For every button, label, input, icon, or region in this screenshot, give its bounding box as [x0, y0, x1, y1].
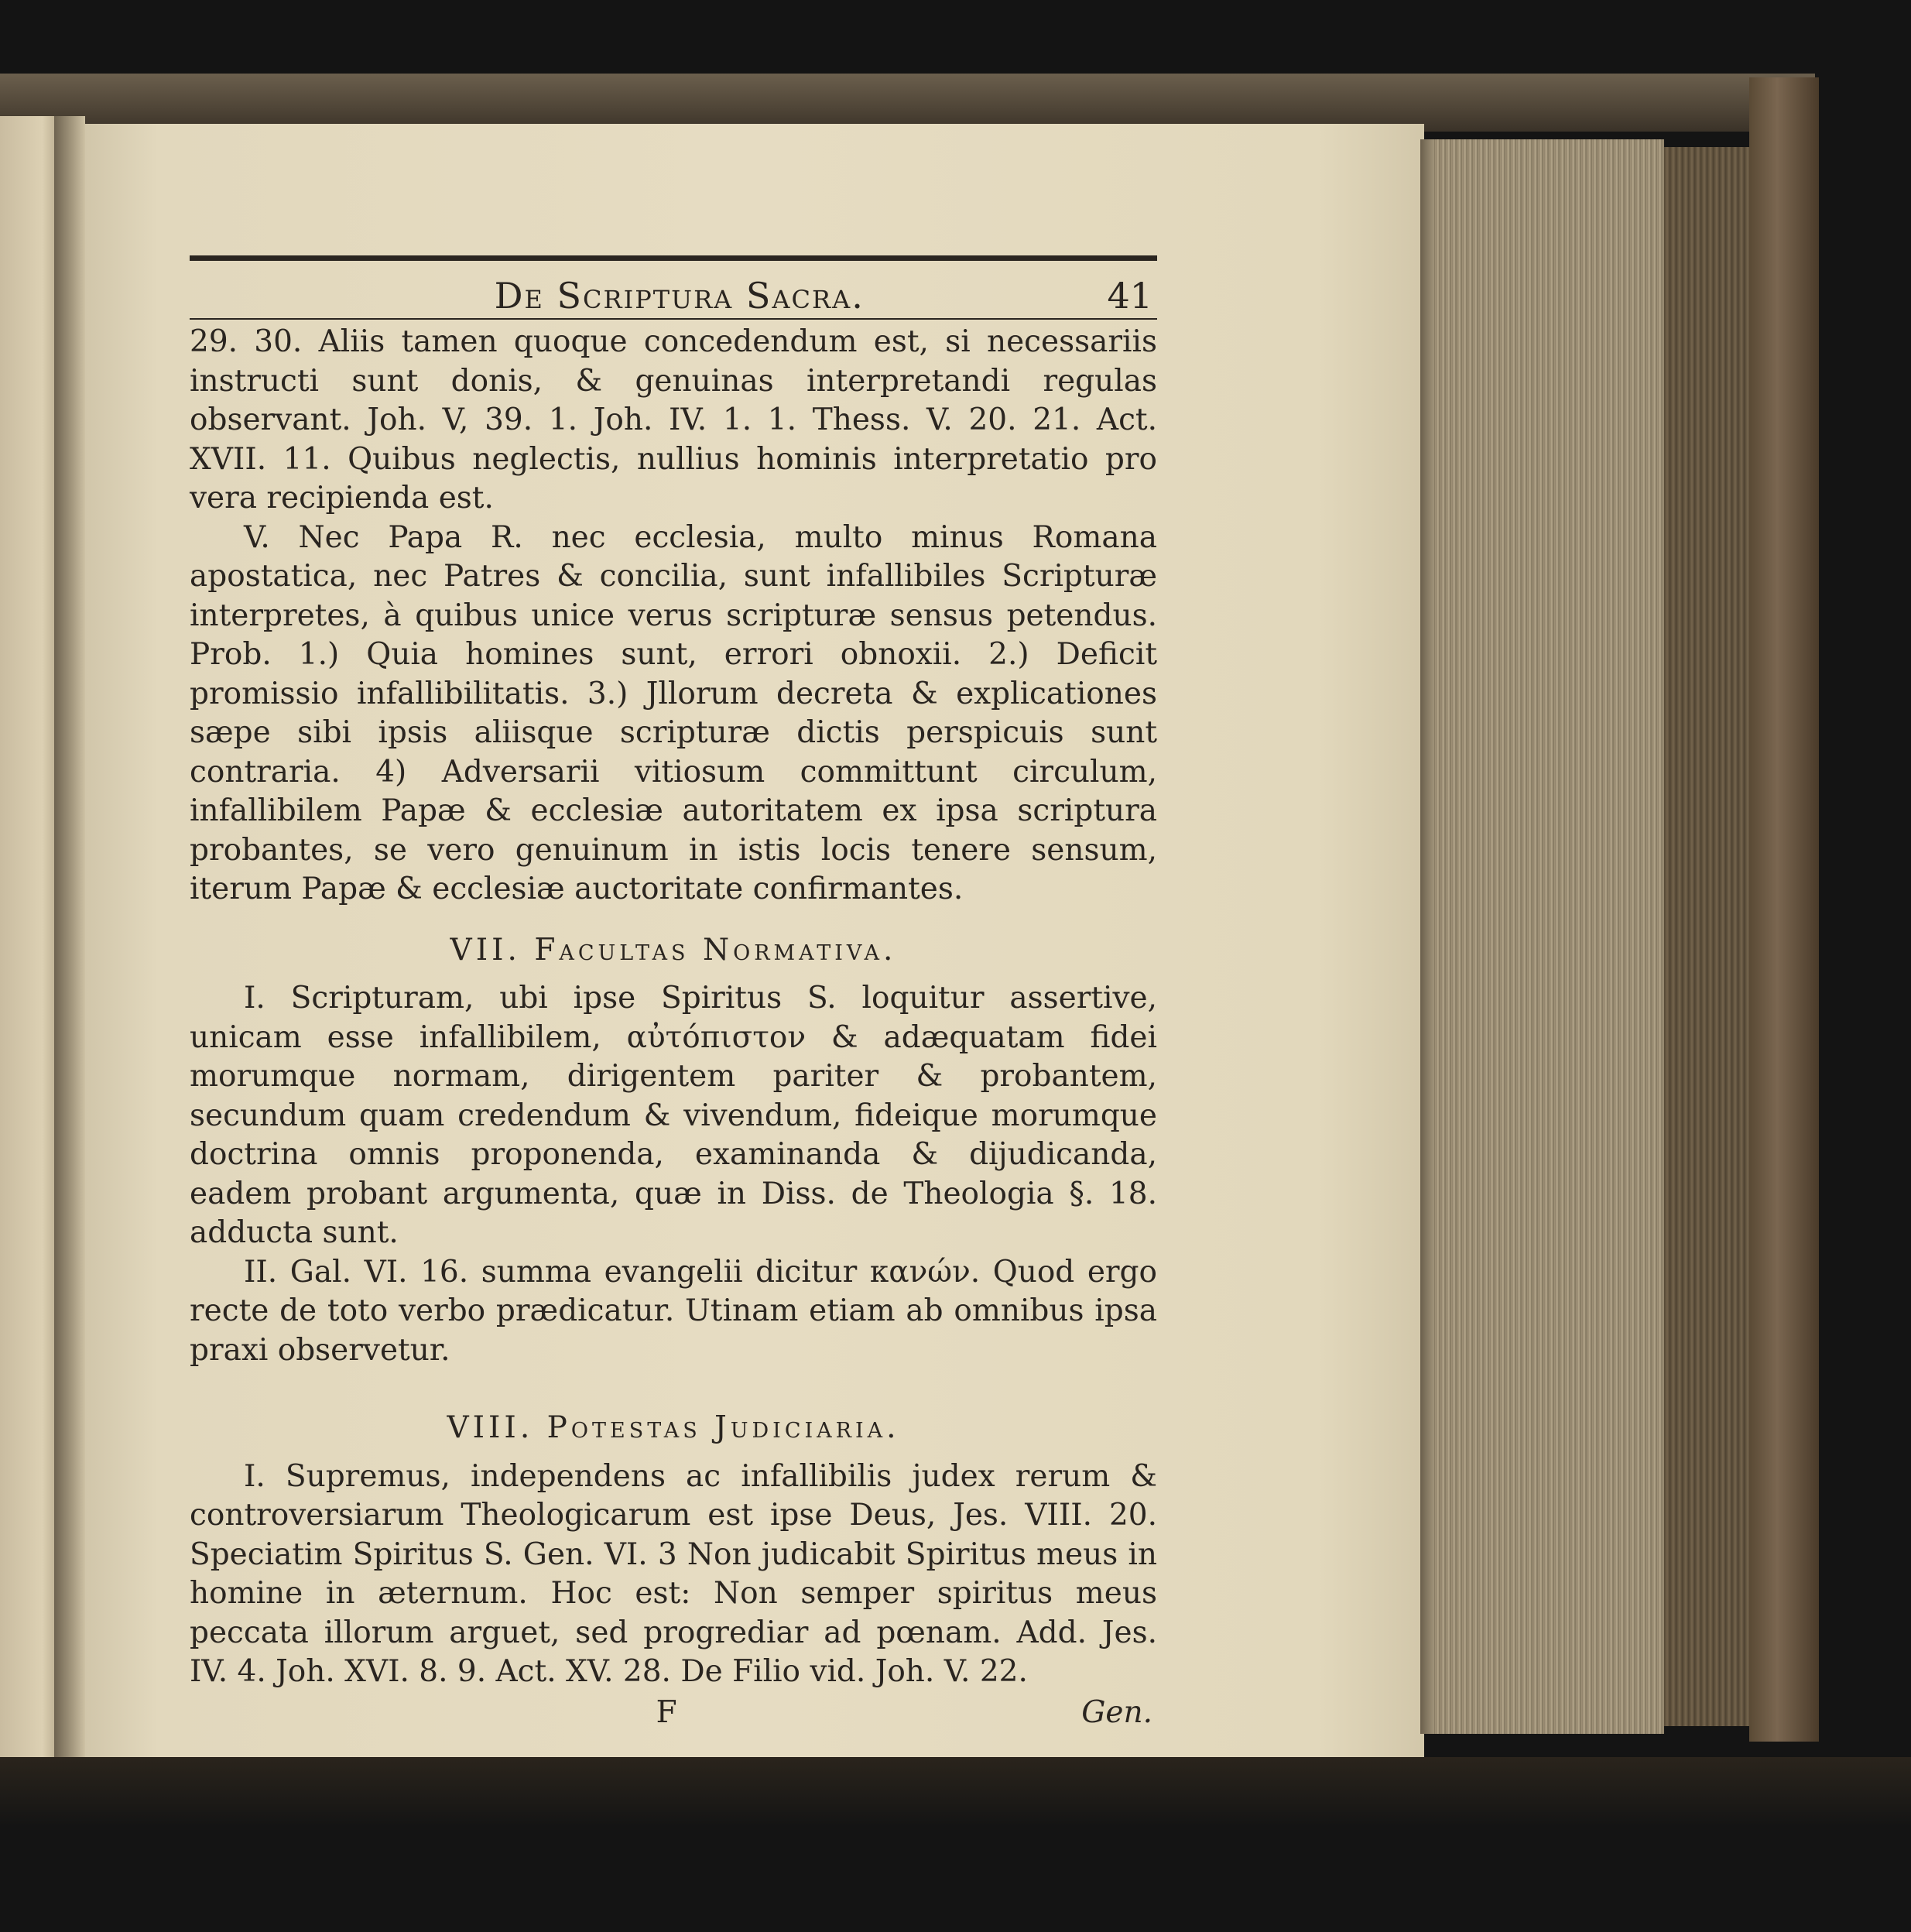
- running-header: [190, 267, 1157, 315]
- book-cover-top: [0, 74, 1815, 132]
- page-text: [190, 155, 1157, 1732]
- header-rule-top: [190, 255, 1157, 261]
- paragraph-vii-ii: II. Gal. VI. 16. summa evangelii dicitur κανών. Quod ergo recte de toto verbo prædicatur. Utinam etiam ab omnibus ipsa praxi observetur.: [190, 1254, 1157, 1368]
- page-number: 41: [1107, 274, 1152, 317]
- page-edges: [1409, 139, 1664, 1734]
- book-cover-right: [1749, 77, 1819, 1742]
- left-page-edge: [0, 116, 60, 1819]
- signature-mark: F: [656, 1694, 677, 1730]
- bottom-shadow: [0, 1757, 1911, 1932]
- paragraph-continuation: 29. 30. Aliis tamen quoque concedendum est, si necessariis instructi sunt donis, & genuinas interpretandi regulas observant. Joh. V, 39. 1. Joh. IV. 1. 1. Thess. V. 20. 21. Act. XVII. 11. Quibus neglectis, nullius hominis interpretatio pro vera recipienda est.: [190, 324, 1157, 516]
- section-heading-vii: VII. Facultas Normativa.: [450, 932, 897, 968]
- catchword: Gen.: [1081, 1694, 1152, 1730]
- running-title: De Scriptura Sacra.: [494, 274, 865, 317]
- page-edge-shadow: [1420, 139, 1434, 1734]
- page-footer: [190, 1694, 1157, 1733]
- section-heading-viii: VIII. Potestas Judiciaria.: [447, 1410, 900, 1445]
- book-gutter: [54, 116, 85, 1819]
- paragraph-viii-i: I. Supremus, independens ac infallibilis judex rerum & controversiarum Theologicarum est ipse Deus, Jes. VIII. 20. Speciatim Spiritus S. Gen. VI. 3 Non judicabit Spiritus meus in homine in æternum. Hoc est: Non semper spiritus meus peccata illorum arguet, sed progrediar ad pœnam. Add. Jes. IV. 4. Joh. XVI. 8. 9. Act. XV. 28. De Filio vid. Joh. V. 22.: [190, 1458, 1157, 1689]
- paragraph-v: V. Nec Papa R. nec ecclesia, multo minus Romana apostatica, nec Patres & concilia, sunt infallibiles Scripturæ interpretes, à quibus unice verus scripturæ sensus petendus. Prob. 1.) Quia homines sunt, errori obnoxii. 2.) Deficit promissio infallibilitatis. 3.) Jllorum decreta & explicationes sæpe sibi ipsis aliisque scripturæ dictis perspicuis sunt contraria. 4) Adversarii vitiosum committunt circulum, infallibilem Papæ & ecclesiæ autoritatem ex ipsa scriptura probantes, se vero genuinum in istis locis tenere sensum, iterum Papæ & ecclesiæ auctoritate confirmantes.: [190, 519, 1157, 906]
- paragraph-vii-i: I. Scripturam, ubi ipse Spiritus S. loquitur assertive, unicam esse infallibilem, αὐτόπιστον & adæquatam fidei morumque normam, dirigentem pariter & probantem, secundum quam credendum & vivendum, fideique morumque doctrina omnis proponenda, examinanda & dijudicanda, eadem probant argumenta, quæ in Diss. de Theologia §. 18. adducta sunt.: [190, 981, 1157, 1250]
- header-rule-bottom: [190, 318, 1157, 320]
